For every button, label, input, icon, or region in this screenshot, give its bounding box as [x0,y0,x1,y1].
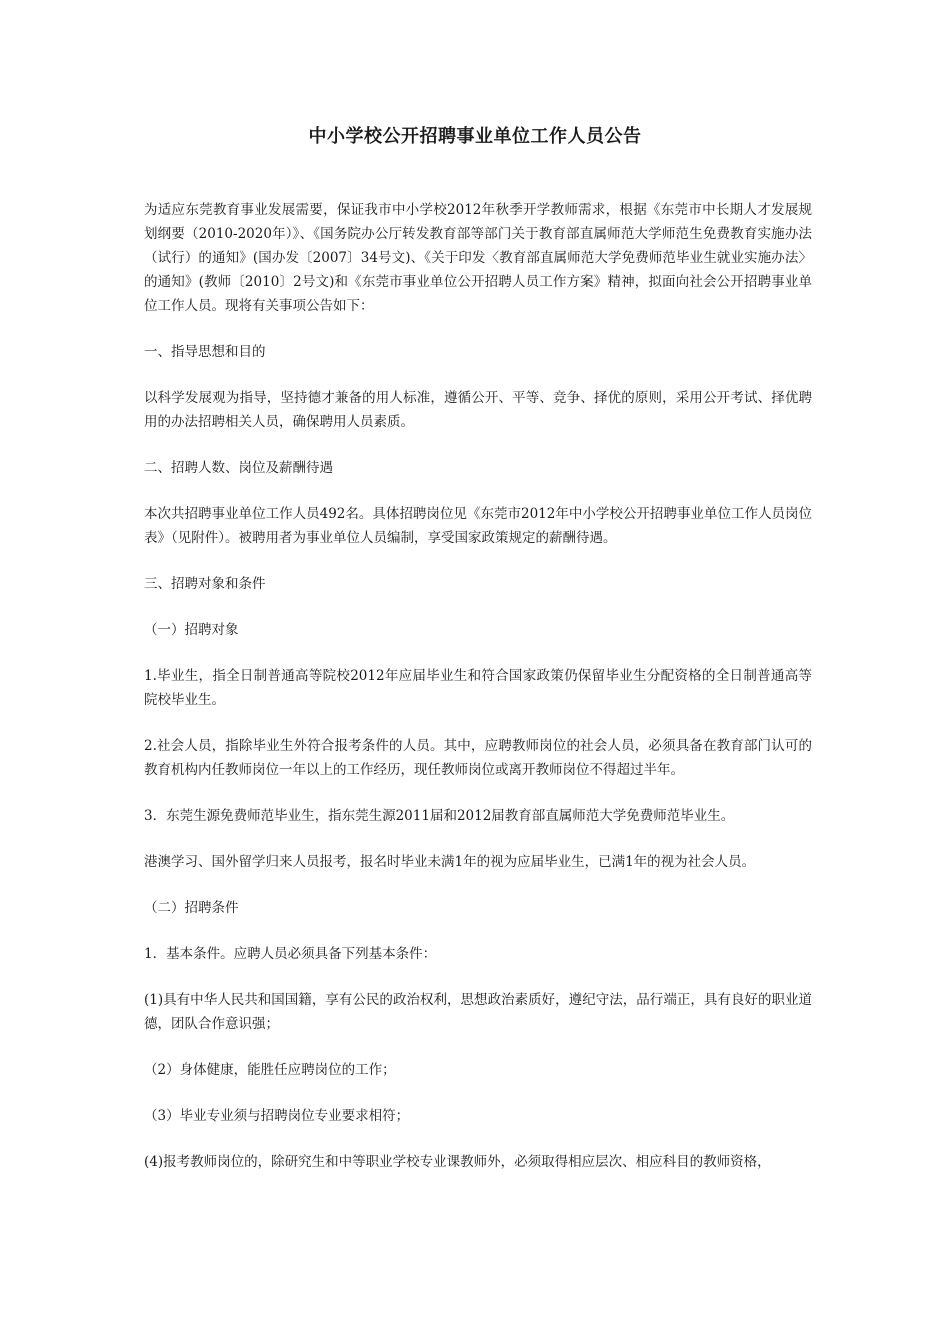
subsection-heading: （一）招聘对象 [144,622,239,638]
document-body [144,198,812,1196]
list-item: 2.社会人员，指除毕业生外符合报考条件的人员。其中，应聘教师岗位的社会人员，必须具备在教育部门认可的教育机构内任教师岗位一年以上的工作经历，现任教师岗位或离开教师岗位不得超过半年。 [144,738,812,778]
paragraph: 港澳学习、国外留学归来人员报考，报名时毕业未满1年的视为应届毕业生，已满1年的视为社会人员。 [144,854,756,870]
section-heading-3: 三、招聘对象和条件 [144,576,266,592]
section-heading-2: 二、招聘人数、岗位及薪酬待遇 [144,460,333,476]
list-item: 3．东莞生源免费师范毕业生，指东莞生源2011届和2012届教育部直属师范大学免费师范毕业生。 [144,808,735,824]
paragraph: 以科学发展观为指导，坚持德才兼备的用人标准，遵循公开、平等、竞争、择优的原则，采用公开考试、择优聘用的办法招聘相关人员，确保聘用人员素质。 [144,390,812,430]
list-item: 1.毕业生，指全日制普通高等院校2012年应届毕业生和符合国家政策仍保留毕业生分配资格的全日制普通高等院校毕业生。 [144,668,812,708]
list-item: （3）毕业专业须与招聘岗位专业要求相符； [144,1108,410,1124]
paragraph: 本次共招聘事业单位工作人员492名。具体招聘岗位见《东莞市2012年中小学校公开招聘事业单位工作人员岗位表》（见附件）。被聘用者为事业单位人员编制，享受国家政策规定的薪酬待遇。 [144,506,812,546]
list-item: (1)具有中华人民共和国国籍，享有公民的政治权利，思想政治素质好，遵纪守法，品行端正，具有良好的职业道德，团队合作意识强； [144,992,812,1032]
list-item: （2）身体健康，能胜任应聘岗位的工作； [144,1062,396,1078]
subsection-heading: （二）招聘条件 [144,900,239,916]
paragraph-intro: 为适应东莞教育事业发展需要，保证我市中小学校2012年秋季开学教师需求，根据《东莞市中长期人才发展规划纲要（2010-2020年）》、《国务院办公厅转发教育部等部门关于教育部直属师范大学师范生免费教育实施办法（试行）的通知》(国办发〔2007〕34号文)、《关于印发〈教育部直属师范大学免费师范毕业生就业实施办法〉的通知》(教师〔2010〕2号文)和《东莞市事业单位公开招聘人员工作方案》精神，拟面向社会公开招聘事业单位工作人员。现将有关事项公告如下： [144,202,812,314]
section-heading-1: 一、指导思想和目的 [144,344,266,360]
document-title: 中小学校公开招聘事业单位工作人员公告 [308,126,642,147]
list-item: 1．基本条件。应聘人员必须具备下列基本条件： [144,946,437,962]
list-item: (4)报考教师岗位的，除研究生和中等职业学校专业课教师外，必须取得相应层次、相应科目的教师资格， [144,1154,771,1170]
